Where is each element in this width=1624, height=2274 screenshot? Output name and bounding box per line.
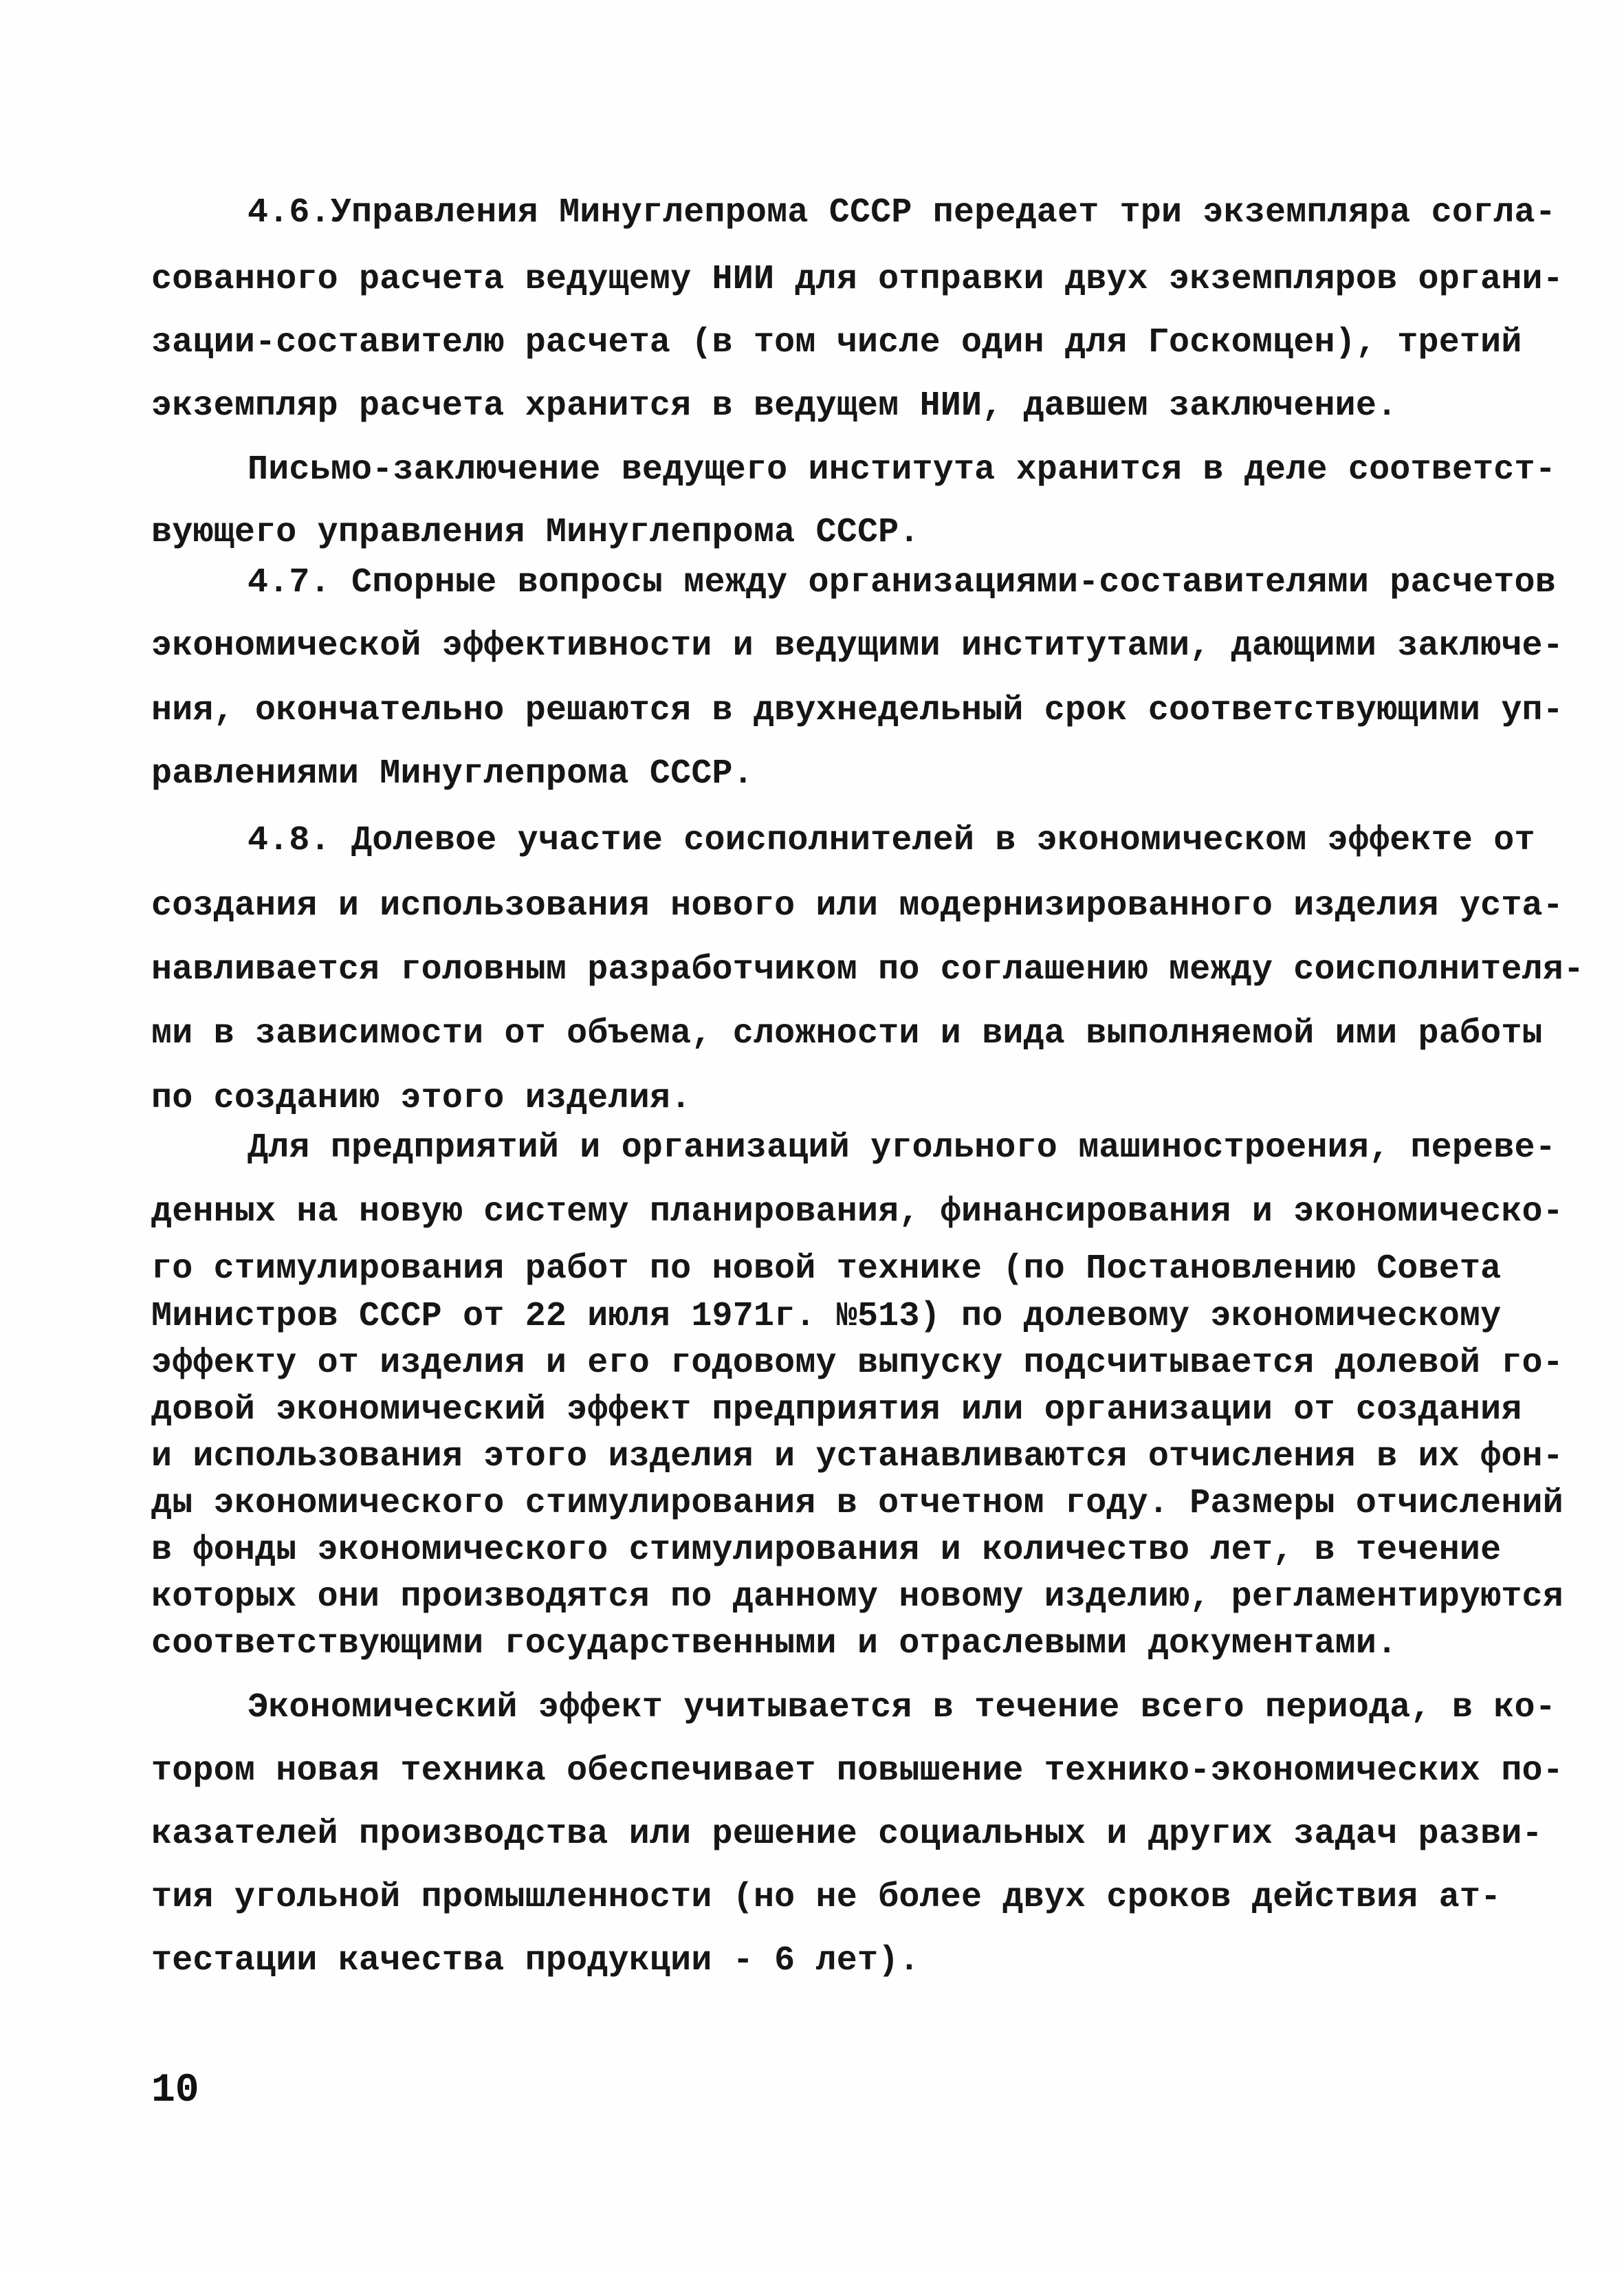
text-line: по созданию этого изделия.	[151, 1079, 692, 1118]
text-line: денных на новую систему планирования, финансирования и экономическо-	[151, 1192, 1563, 1232]
text-line: Экономический эффект учитывается в течение всего периода, в ко-	[248, 1688, 1556, 1727]
text-line: навливается головным разработчиком по соглашению между соисполнителя-	[151, 950, 1585, 990]
text-line: довой экономический эффект предприятия или организации от создания	[151, 1390, 1522, 1430]
text-line: тестации качества продукции - 6 лет).	[151, 1941, 920, 1980]
text-line: вующего управления Минуглепрома СССР.	[151, 513, 920, 552]
text-line: ния, окончательно решаются в двухнедельный срок соответствующими уп-	[151, 691, 1563, 730]
text-line: Для предприятий и организаций угольного машиностроения, переве-	[248, 1128, 1556, 1168]
text-line: зации-составителю расчета (в том числе один для Госкомцен), третий	[151, 323, 1522, 362]
text-line: 4.6.Управления Минуглепрома СССР передает три экземпляра согла-	[248, 193, 1556, 232]
text-line: и использования этого изделия и устанавливаются отчисления в их фон-	[151, 1437, 1563, 1476]
text-line: создания и использования нового или модернизированного изделия уста-	[151, 886, 1563, 926]
text-line: сованного расчета ведущему НИИ для отправки двух экземпляров органи-	[151, 260, 1563, 299]
page-number: 10	[151, 2068, 199, 2113]
text-line: ды экономического стимулирования в отчетном году. Размеры отчислений	[151, 1484, 1563, 1523]
text-line: 4.7. Спорные вопросы между организациями-составителями расчетов	[248, 563, 1556, 602]
text-line: 4.8. Долевое участие соисполнителей в экономическом эффекте от	[248, 821, 1535, 860]
text-line: Министров СССР от 22 июля 1971г. №513) по долевому экономическому	[151, 1297, 1502, 1336]
text-line: которых они производятся по данному новому изделию, регламентируются	[151, 1577, 1563, 1617]
text-line: соответствующими государственными и отраслевыми документами.	[151, 1624, 1398, 1663]
text-line: тором новая техника обеспечивает повышение технико-экономических по-	[151, 1751, 1563, 1791]
text-line: эффекту от изделия и его годовому выпуску подсчитывается долевой го-	[151, 1344, 1563, 1383]
text-line: экономической эффективности и ведущими институтами, дающими заключе-	[151, 626, 1563, 666]
text-line: в фонды экономического стимулирования и количество лет, в течение	[151, 1531, 1502, 1570]
text-line: ми в зависимости от объема, сложности и вида выполняемой ими работы	[151, 1014, 1543, 1053]
text-line: го стимулирования работ по новой технике (по Постановлению Совета	[151, 1249, 1502, 1289]
text-line: казателей производства или решение социальных и других задач разви-	[151, 1815, 1543, 1854]
text-line: равлениями Минуглепрома СССР.	[151, 754, 754, 794]
text-line: тия угольной промышленности (но не более двух сроков действия ат-	[151, 1878, 1502, 1917]
text-line: экземпляр расчета хранится в ведущем НИИ, давшем заключение.	[151, 386, 1398, 426]
text-line: Письмо-заключение ведущего института хранится в деле соответст-	[248, 450, 1556, 490]
